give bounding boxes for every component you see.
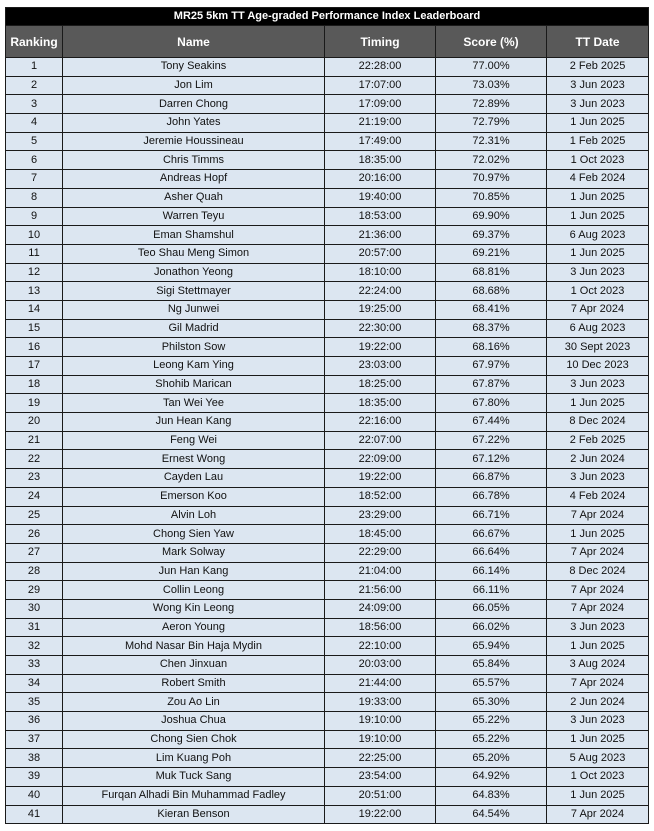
table-row (6, 543, 649, 562)
name-cell[interactable]: Wong Kin Leong (63, 599, 325, 618)
table-row (6, 599, 649, 618)
tt-date-cell[interactable]: 1 Jun 2025 (547, 244, 649, 263)
name-cell[interactable]: John Yates (63, 114, 325, 133)
name-cell[interactable]: Chong Sien Yaw (63, 525, 325, 544)
ranking-cell[interactable]: 22 (6, 450, 63, 469)
table-row (6, 469, 649, 488)
table-row (6, 263, 649, 282)
ranking-cell[interactable]: 4 (6, 114, 63, 133)
name-cell[interactable]: Eman Shamshul (63, 226, 325, 245)
table-row (6, 618, 649, 637)
score-cell[interactable]: 64.83% (436, 786, 547, 805)
ranking-cell[interactable]: 16 (6, 338, 63, 357)
tt-date-cell[interactable]: 7 Apr 2024 (547, 599, 649, 618)
name-cell[interactable]: Jonathon Yeong (63, 263, 325, 282)
timing-cell[interactable]: 17:09:00 (325, 95, 436, 114)
table-row (6, 170, 649, 189)
tt-date-cell[interactable]: 1 Jun 2025 (547, 637, 649, 656)
table-row (6, 749, 649, 768)
score-cell[interactable]: 65.94% (436, 637, 547, 656)
score-cell[interactable]: 67.22% (436, 431, 547, 450)
tt-date-cell[interactable]: 3 Jun 2023 (547, 263, 649, 282)
ranking-cell[interactable]: 35 (6, 693, 63, 712)
name-cell[interactable]: Chong Sien Chok (63, 730, 325, 749)
ranking-cell[interactable]: 2 (6, 76, 63, 95)
tt-date-cell[interactable]: 1 Oct 2023 (547, 768, 649, 787)
column-header-tt-date[interactable]: TT Date (547, 26, 649, 58)
score-cell[interactable]: 70.85% (436, 188, 547, 207)
column-header-score[interactable]: Score (%) (436, 26, 547, 58)
timing-cell[interactable]: 22:10:00 (325, 637, 436, 656)
score-cell[interactable]: 69.37% (436, 226, 547, 245)
score-cell[interactable]: 66.67% (436, 525, 547, 544)
table-row (6, 207, 649, 226)
score-cell[interactable]: 65.30% (436, 693, 547, 712)
tt-date-cell[interactable]: 1 Oct 2023 (547, 151, 649, 170)
score-cell[interactable]: 77.00% (436, 58, 547, 77)
name-cell[interactable]: Aeron Young (63, 618, 325, 637)
tt-date-cell[interactable]: 3 Jun 2023 (547, 618, 649, 637)
timing-cell[interactable]: 21:56:00 (325, 581, 436, 600)
name-cell[interactable]: Darren Chong (63, 95, 325, 114)
table-row (6, 413, 649, 432)
name-cell[interactable]: Collin Leong (63, 581, 325, 600)
table-row (6, 300, 649, 319)
timing-cell[interactable]: 19:22:00 (325, 469, 436, 488)
name-cell[interactable]: Gil Madrid (63, 319, 325, 338)
timing-cell[interactable]: 22:30:00 (325, 319, 436, 338)
name-cell[interactable]: Ernest Wong (63, 450, 325, 469)
tt-date-cell[interactable]: 3 Jun 2023 (547, 712, 649, 731)
ranking-cell[interactable]: 28 (6, 562, 63, 581)
leaderboard-sheet (5, 7, 648, 824)
table-row (6, 76, 649, 95)
table-row (6, 431, 649, 450)
tt-date-cell[interactable]: 7 Apr 2024 (547, 300, 649, 319)
timing-cell[interactable]: 22:28:00 (325, 58, 436, 77)
ranking-cell[interactable]: 18 (6, 375, 63, 394)
tt-date-cell[interactable]: 3 Jun 2023 (547, 375, 649, 394)
name-cell[interactable]: Tony Seakins (63, 58, 325, 77)
name-cell[interactable]: Chen Jinxuan (63, 656, 325, 675)
timing-cell[interactable]: 19:22:00 (325, 338, 436, 357)
table-row (6, 357, 649, 376)
ranking-cell[interactable]: 9 (6, 207, 63, 226)
ranking-cell[interactable]: 25 (6, 506, 63, 525)
tt-date-cell[interactable]: 30 Sept 2023 (547, 338, 649, 357)
tt-date-cell[interactable]: 1 Jun 2025 (547, 525, 649, 544)
tt-date-cell[interactable]: 7 Apr 2024 (547, 674, 649, 693)
timing-cell[interactable]: 18:53:00 (325, 207, 436, 226)
ranking-cell[interactable]: 27 (6, 543, 63, 562)
score-cell[interactable]: 72.79% (436, 114, 547, 133)
name-cell[interactable]: Andreas Hopf (63, 170, 325, 189)
score-cell[interactable]: 66.87% (436, 469, 547, 488)
name-cell[interactable]: Jun Hean Kang (63, 413, 325, 432)
table-row (6, 656, 649, 675)
table-row (6, 730, 649, 749)
ranking-cell[interactable]: 32 (6, 637, 63, 656)
tt-date-cell[interactable]: 1 Jun 2025 (547, 114, 649, 133)
name-cell[interactable]: Alvin Loh (63, 506, 325, 525)
timing-cell[interactable]: 19:25:00 (325, 300, 436, 319)
tt-date-cell[interactable]: 6 Aug 2023 (547, 226, 649, 245)
tt-date-cell[interactable]: 3 Aug 2024 (547, 656, 649, 675)
table-row (6, 188, 649, 207)
column-header-ranking[interactable]: Ranking (6, 26, 63, 58)
leaderboard-table (5, 7, 649, 824)
tt-date-cell[interactable]: 2 Jun 2024 (547, 693, 649, 712)
table-row (6, 114, 649, 133)
tt-date-cell[interactable]: 1 Oct 2023 (547, 282, 649, 301)
score-cell[interactable]: 67.44% (436, 413, 547, 432)
ranking-cell[interactable]: 14 (6, 300, 63, 319)
score-cell[interactable]: 68.16% (436, 338, 547, 357)
timing-cell[interactable]: 19:22:00 (325, 805, 436, 824)
name-cell[interactable]: Jon Lim (63, 76, 325, 95)
ranking-cell[interactable]: 31 (6, 618, 63, 637)
tt-date-cell[interactable]: 5 Aug 2023 (547, 749, 649, 768)
name-cell[interactable]: Furqan Alhadi Bin Muhammad Fadley (63, 786, 325, 805)
tt-date-cell[interactable]: 1 Jun 2025 (547, 394, 649, 413)
timing-cell[interactable]: 20:51:00 (325, 786, 436, 805)
name-cell[interactable]: Mohd Nasar Bin Haja Mydin (63, 637, 325, 656)
score-cell[interactable]: 66.02% (436, 618, 547, 637)
table-row (6, 487, 649, 506)
timing-cell[interactable]: 22:16:00 (325, 413, 436, 432)
tt-date-cell[interactable]: 1 Jun 2025 (547, 730, 649, 749)
table-row (6, 244, 649, 263)
name-cell[interactable]: Mark Solway (63, 543, 325, 562)
tt-date-cell[interactable]: 3 Jun 2023 (547, 95, 649, 114)
ranking-cell[interactable]: 33 (6, 656, 63, 675)
ranking-cell[interactable]: 34 (6, 674, 63, 693)
table-row (6, 319, 649, 338)
timing-cell[interactable]: 23:29:00 (325, 506, 436, 525)
score-cell[interactable]: 66.78% (436, 487, 547, 506)
timing-cell[interactable]: 24:09:00 (325, 599, 436, 618)
score-cell[interactable]: 67.87% (436, 375, 547, 394)
tt-date-cell[interactable]: 1 Jun 2025 (547, 786, 649, 805)
timing-cell[interactable]: 22:24:00 (325, 282, 436, 301)
name-cell[interactable]: Kieran Benson (63, 805, 325, 824)
timing-cell[interactable]: 21:19:00 (325, 114, 436, 133)
ranking-cell[interactable]: 13 (6, 282, 63, 301)
score-cell[interactable]: 72.02% (436, 151, 547, 170)
timing-cell[interactable]: 22:09:00 (325, 450, 436, 469)
timing-cell[interactable]: 19:10:00 (325, 712, 436, 731)
table-row (6, 375, 649, 394)
name-cell[interactable]: Joshua Chua (63, 712, 325, 731)
name-cell[interactable]: Zou Ao Lin (63, 693, 325, 712)
name-cell[interactable]: Teo Shau Meng Simon (63, 244, 325, 263)
score-cell[interactable]: 66.14% (436, 562, 547, 581)
ranking-cell[interactable]: 6 (6, 151, 63, 170)
ranking-cell[interactable]: 21 (6, 431, 63, 450)
timing-cell[interactable]: 18:52:00 (325, 487, 436, 506)
ranking-cell[interactable]: 15 (6, 319, 63, 338)
name-cell[interactable]: Muk Tuck Sang (63, 768, 325, 787)
table-row (6, 712, 649, 731)
header-row (6, 26, 649, 58)
timing-cell[interactable]: 21:44:00 (325, 674, 436, 693)
timing-cell[interactable]: 22:29:00 (325, 543, 436, 562)
ranking-cell[interactable]: 37 (6, 730, 63, 749)
score-cell[interactable]: 68.68% (436, 282, 547, 301)
table-row (6, 394, 649, 413)
tt-date-cell[interactable]: 3 Jun 2023 (547, 469, 649, 488)
ranking-cell[interactable]: 11 (6, 244, 63, 263)
table-row (6, 506, 649, 525)
table-row (6, 95, 649, 114)
ranking-cell[interactable]: 1 (6, 58, 63, 77)
name-cell[interactable]: Feng Wei (63, 431, 325, 450)
ranking-cell[interactable]: 23 (6, 469, 63, 488)
name-cell[interactable]: Shohib Marican (63, 375, 325, 394)
tt-date-cell[interactable]: 4 Feb 2024 (547, 487, 649, 506)
timing-cell[interactable]: 17:49:00 (325, 132, 436, 151)
table-row (6, 674, 649, 693)
table-row (6, 637, 649, 656)
tt-date-cell[interactable]: 3 Jun 2023 (547, 76, 649, 95)
tt-date-cell[interactable]: 7 Apr 2024 (547, 581, 649, 600)
tt-date-cell[interactable]: 2 Feb 2025 (547, 58, 649, 77)
score-cell[interactable]: 72.89% (436, 95, 547, 114)
ranking-cell[interactable]: 39 (6, 768, 63, 787)
timing-cell[interactable]: 17:07:00 (325, 76, 436, 95)
ranking-cell[interactable]: 40 (6, 786, 63, 805)
ranking-cell[interactable]: 38 (6, 749, 63, 768)
tt-date-cell[interactable]: 1 Jun 2025 (547, 188, 649, 207)
ranking-cell[interactable]: 26 (6, 525, 63, 544)
ranking-cell[interactable]: 20 (6, 413, 63, 432)
name-cell[interactable]: Lim Kuang Poh (63, 749, 325, 768)
table-row (6, 338, 649, 357)
name-cell[interactable]: Warren Teyu (63, 207, 325, 226)
table-row (6, 226, 649, 245)
table-row (6, 525, 649, 544)
timing-cell[interactable]: 18:56:00 (325, 618, 436, 637)
table-row (6, 693, 649, 712)
column-header-name[interactable]: Name (63, 26, 325, 58)
name-cell[interactable]: Tan Wei Yee (63, 394, 325, 413)
timing-cell[interactable]: 20:16:00 (325, 170, 436, 189)
table-row (6, 562, 649, 581)
name-cell[interactable]: Emerson Koo (63, 487, 325, 506)
title-row (6, 8, 649, 26)
name-cell[interactable]: Jun Han Kang (63, 562, 325, 581)
timing-cell[interactable]: 21:36:00 (325, 226, 436, 245)
tt-date-cell[interactable]: 1 Jun 2025 (547, 207, 649, 226)
ranking-cell[interactable]: 5 (6, 132, 63, 151)
table-row (6, 282, 649, 301)
table-row (6, 58, 649, 77)
score-cell[interactable]: 66.71% (436, 506, 547, 525)
table-row (6, 151, 649, 170)
name-cell[interactable]: Asher Quah (63, 188, 325, 207)
ranking-cell[interactable]: 7 (6, 170, 63, 189)
column-header-timing[interactable]: Timing (325, 26, 436, 58)
tt-date-cell[interactable]: 7 Apr 2024 (547, 506, 649, 525)
tt-date-cell[interactable]: 4 Feb 2024 (547, 170, 649, 189)
score-cell[interactable]: 64.92% (436, 768, 547, 787)
timing-cell[interactable]: 23:54:00 (325, 768, 436, 787)
table-row (6, 581, 649, 600)
ranking-cell[interactable]: 12 (6, 263, 63, 282)
score-cell[interactable]: 72.31% (436, 132, 547, 151)
tt-date-cell[interactable]: 6 Aug 2023 (547, 319, 649, 338)
name-cell[interactable]: Leong Kam Ying (63, 357, 325, 376)
name-cell[interactable]: Sigi Stettmayer (63, 282, 325, 301)
ranking-cell[interactable]: 29 (6, 581, 63, 600)
timing-cell[interactable]: 20:03:00 (325, 656, 436, 675)
timing-cell[interactable]: 18:35:00 (325, 394, 436, 413)
timing-cell[interactable]: 19:40:00 (325, 188, 436, 207)
tt-date-cell[interactable]: 10 Dec 2023 (547, 357, 649, 376)
score-cell[interactable]: 65.20% (436, 749, 547, 768)
name-cell[interactable]: Cayden Lau (63, 469, 325, 488)
timing-cell[interactable]: 18:35:00 (325, 151, 436, 170)
name-cell[interactable]: Jeremie Houssineau (63, 132, 325, 151)
tt-date-cell[interactable]: 2 Feb 2025 (547, 431, 649, 450)
timing-cell[interactable]: 19:33:00 (325, 693, 436, 712)
ranking-cell[interactable]: 17 (6, 357, 63, 376)
timing-cell[interactable]: 23:03:00 (325, 357, 436, 376)
table-row (6, 132, 649, 151)
tt-date-cell[interactable]: 2 Jun 2024 (547, 450, 649, 469)
timing-cell[interactable]: 20:57:00 (325, 244, 436, 263)
table-row (6, 805, 649, 824)
score-cell[interactable]: 66.64% (436, 543, 547, 562)
timing-cell[interactable]: 19:10:00 (325, 730, 436, 749)
score-cell[interactable]: 69.21% (436, 244, 547, 263)
name-cell[interactable]: Philston Sow (63, 338, 325, 357)
tt-date-cell[interactable]: 7 Apr 2024 (547, 543, 649, 562)
score-cell[interactable]: 64.54% (436, 805, 547, 824)
table-row (6, 786, 649, 805)
tt-date-cell[interactable]: 1 Feb 2025 (547, 132, 649, 151)
timing-cell[interactable]: 22:07:00 (325, 431, 436, 450)
table-title: MR25 5km TT Age-graded Performance Index Leaderboard (6, 8, 649, 26)
ranking-cell[interactable]: 36 (6, 712, 63, 731)
score-cell[interactable]: 70.97% (436, 170, 547, 189)
score-cell[interactable]: 67.80% (436, 394, 547, 413)
timing-cell[interactable]: 21:04:00 (325, 562, 436, 581)
score-cell[interactable]: 68.81% (436, 263, 547, 282)
ranking-cell[interactable]: 30 (6, 599, 63, 618)
name-cell[interactable]: Robert Smith (63, 674, 325, 693)
score-cell[interactable]: 67.12% (436, 450, 547, 469)
ranking-cell[interactable]: 41 (6, 805, 63, 824)
ranking-cell[interactable]: 19 (6, 394, 63, 413)
name-cell[interactable]: Ng Junwei (63, 300, 325, 319)
table-row (6, 450, 649, 469)
ranking-cell[interactable]: 10 (6, 226, 63, 245)
score-cell[interactable]: 65.22% (436, 712, 547, 731)
score-cell[interactable]: 73.03% (436, 76, 547, 95)
tt-date-cell[interactable]: 7 Apr 2024 (547, 805, 649, 824)
tt-date-cell[interactable]: 8 Dec 2024 (547, 413, 649, 432)
ranking-cell[interactable]: 8 (6, 188, 63, 207)
score-cell[interactable]: 67.97% (436, 357, 547, 376)
timing-cell[interactable]: 18:10:00 (325, 263, 436, 282)
ranking-cell[interactable]: 24 (6, 487, 63, 506)
score-cell[interactable]: 66.11% (436, 581, 547, 600)
name-cell[interactable]: Chris Timms (63, 151, 325, 170)
score-cell[interactable]: 69.90% (436, 207, 547, 226)
score-cell[interactable]: 66.05% (436, 599, 547, 618)
score-cell[interactable]: 68.37% (436, 319, 547, 338)
score-cell[interactable]: 65.84% (436, 656, 547, 675)
table-body (6, 58, 649, 824)
score-cell[interactable]: 68.41% (436, 300, 547, 319)
table-row (6, 768, 649, 787)
timing-cell[interactable]: 18:45:00 (325, 525, 436, 544)
score-cell[interactable]: 65.22% (436, 730, 547, 749)
tt-date-cell[interactable]: 8 Dec 2024 (547, 562, 649, 581)
ranking-cell[interactable]: 3 (6, 95, 63, 114)
timing-cell[interactable]: 18:25:00 (325, 375, 436, 394)
score-cell[interactable]: 65.57% (436, 674, 547, 693)
timing-cell[interactable]: 22:25:00 (325, 749, 436, 768)
